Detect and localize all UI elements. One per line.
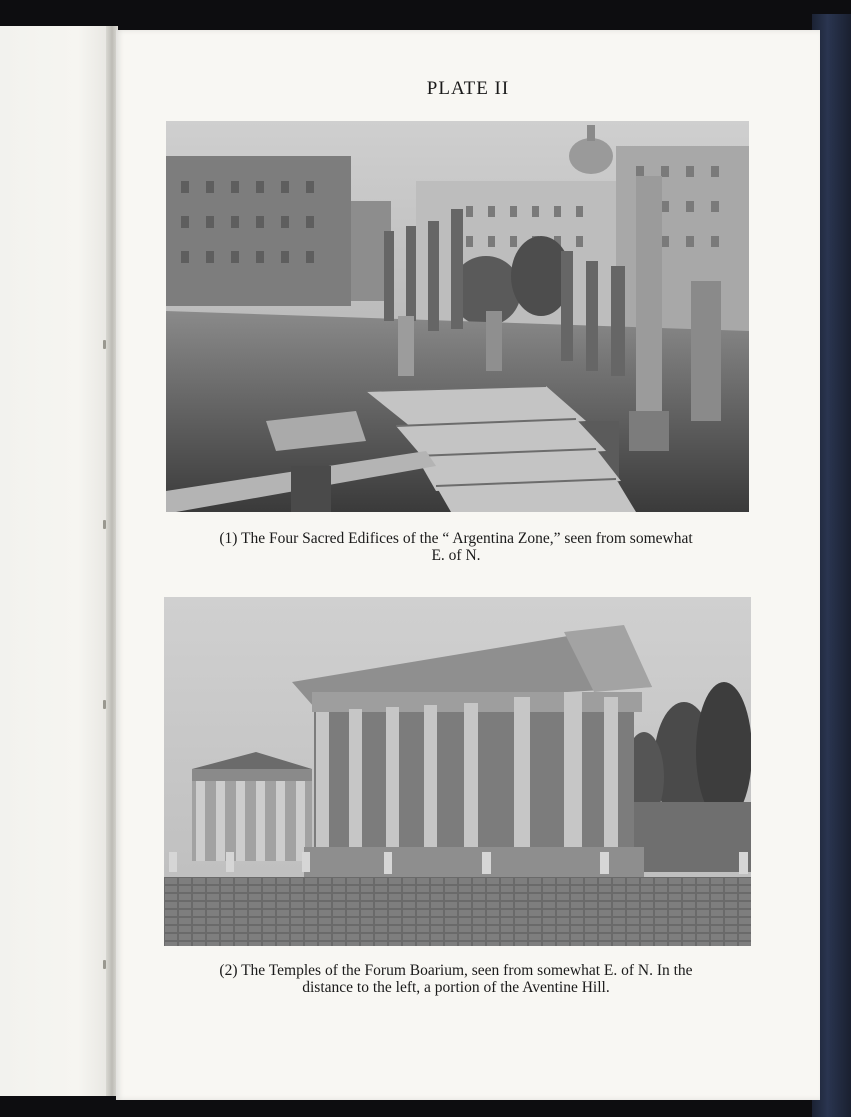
figure-1-caption — [156, 530, 756, 564]
binding-stitch — [103, 700, 106, 709]
right-page — [116, 30, 820, 1100]
plate-title: PLATE II — [426, 78, 510, 99]
figure-2-caption-line-1: (2) The Temples of the Forum Boarium, seen from somewhat E. of N. In the — [219, 962, 693, 979]
figure-1-caption-line-1: (1) The Four Sacred Edifices of the “ Argentina Zone,” seen from somewhat — [219, 530, 693, 547]
figure-2-caption-line-2: distance to the left, a portion of the Aventine Hill. — [302, 979, 610, 996]
figure-1-caption-line-2: E. of N. — [431, 547, 481, 564]
left-page — [0, 26, 112, 1096]
binding-stitch — [103, 520, 106, 529]
photo-forum-boarium — [164, 597, 751, 946]
binding-stitch — [103, 960, 106, 969]
binding-stitch — [103, 340, 106, 349]
photo-argentina-zone — [166, 121, 749, 512]
figure-2-caption — [156, 962, 756, 996]
